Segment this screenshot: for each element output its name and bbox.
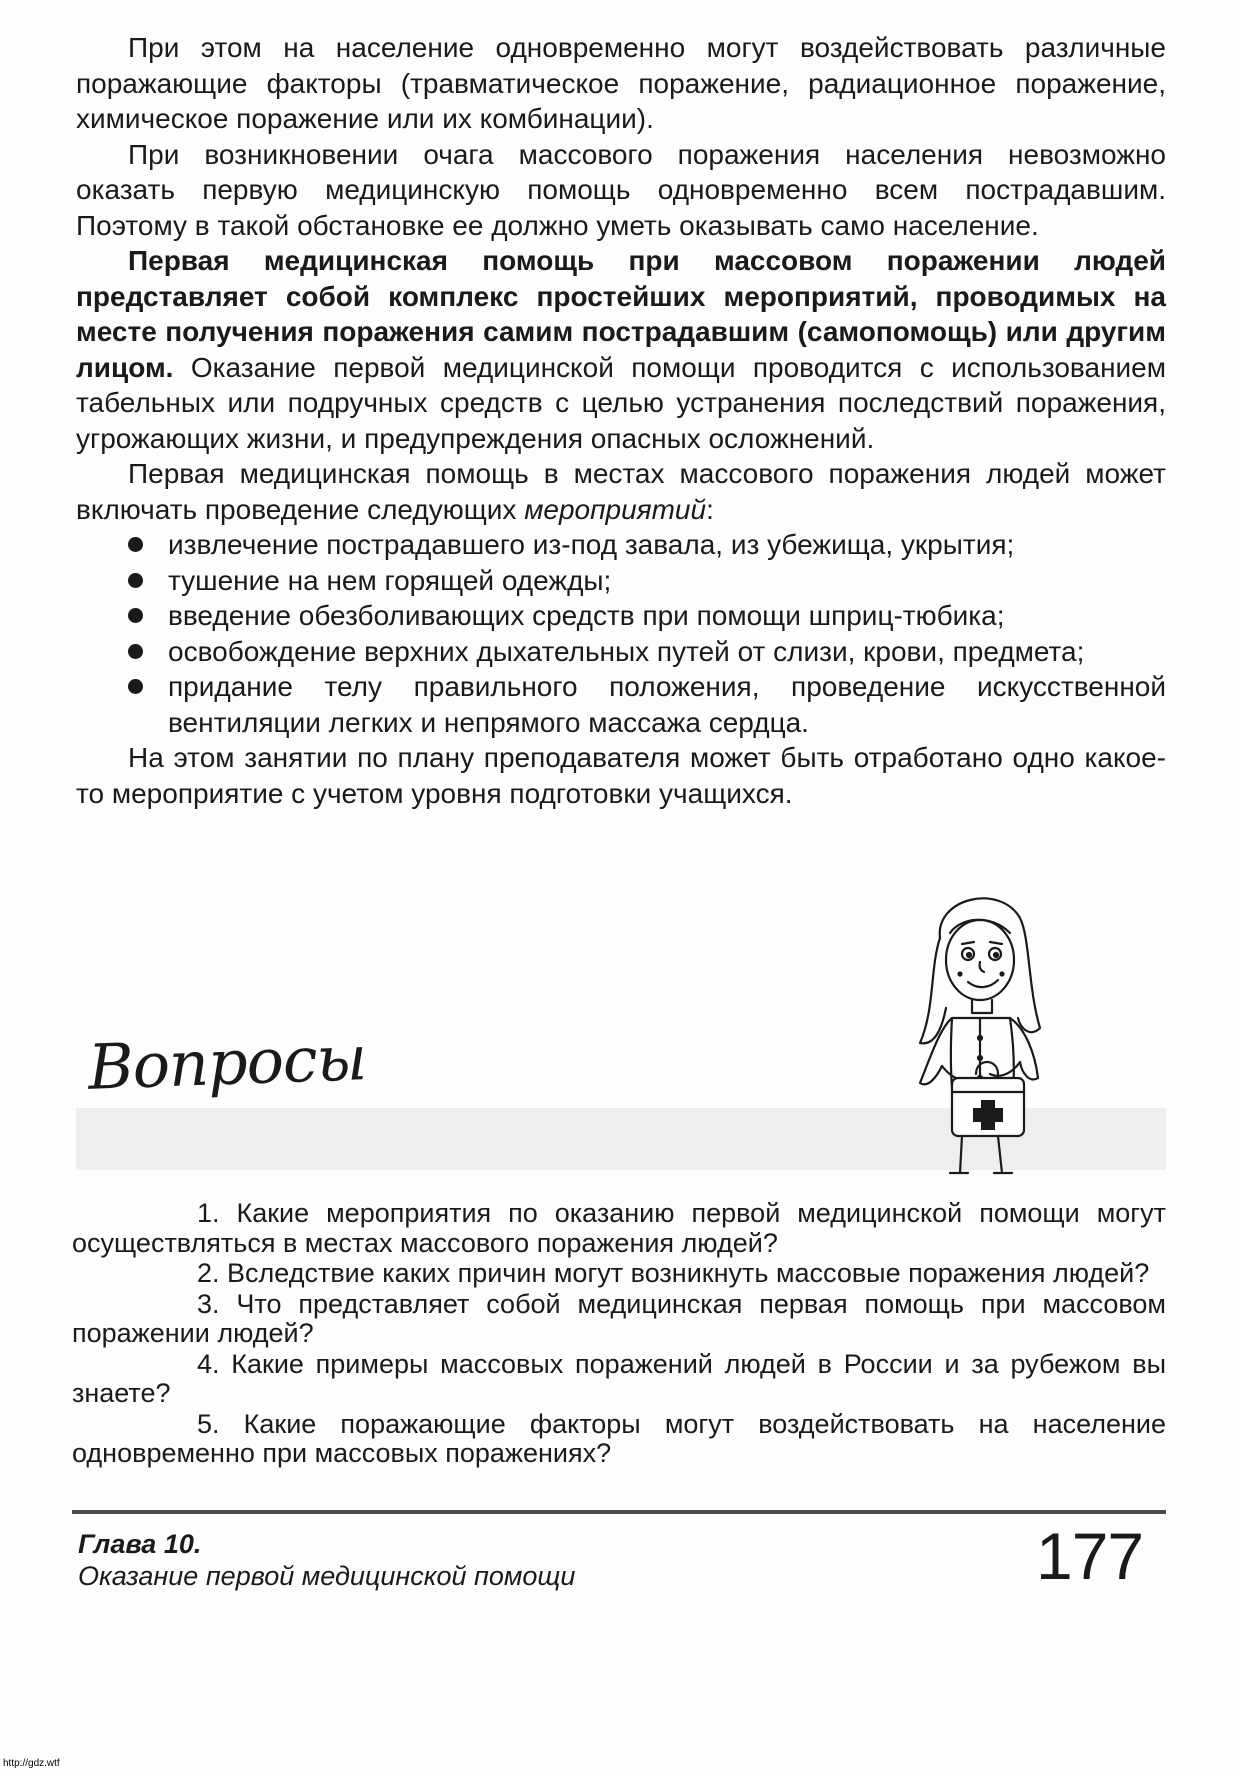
paragraph-4 [76,456,1166,527]
chapter-number: Глава 10. [78,1529,202,1559]
paragraph-1: При этом на население одновременно могут воздействовать различные поражающие факторы (травматическое поражение, радиационное поражение, химическое поражение или их комбинации). [76,32,1166,134]
paragraph-3-rest: Оказание первой медицинской помощи проводится с использованием табельных или подручных средств с целью устранения последствий поражения, угрожающих жизни, и предупреждения опасных осложнений. [76,351,1166,454]
question-item: 4. Какие примеры массовых поражений людей в России и за рубежом вы знаете? [72,1348,1166,1408]
list-item: извлечение пострадавшего из-под завала, из убежища, укрытия; [76,527,1166,563]
question-item: 2. Вследствие каких причин могут возникнуть массовые поражения людей? [197,1258,1150,1288]
question-item: 3. Что представляет собой медицинская первая помощь при массовом поражении людей? [72,1288,1166,1348]
source-watermark: http://gdz.wtf [0,1758,63,1769]
questions-list [72,1199,1166,1470]
list-item: тушение на нем горящей одежды; [76,563,1166,599]
question-item: 1. Какие мероприятия по оказанию первой медицинской помощи могут осуществляться в местах массового поражения людей? [72,1198,1166,1258]
paragraph-4-italic: мероприятий [524,493,707,525]
paragraph-4-start: Первая медицинская помощь в местах массового поражения людей может включать проведение следующих [76,458,1166,525]
measures-list [76,527,1166,740]
definition-bold: Первая медицинская помощь при массовом поражении людей представляет собой комплекс простейших мероприятий, проводимых на месте получения поражения самим пострадавшим (самопомощь) или другим лицом. [76,245,1166,383]
girl-with-first-aid-kit-illustration [880,878,1070,1178]
chapter-title: Оказание первой медицинской помощи [78,1561,576,1591]
list-item: придание телу правильного положения, проведение искусственной вентиляции легких и непрямого массажа сердца. [76,669,1166,740]
paragraph-2: При возникновении очага массового поражения населения невозможно оказать первую медицинскую помощь одновременно всем пострадавшим. Поэтому в такой обстановке ее должно уметь оказывать само население. [76,138,1166,241]
footer-divider [72,1510,1166,1514]
list-item: освобождение верхних дыхательных путей от слизи, крови, предмета; [76,634,1166,670]
question-item: 5. Какие поражающие факторы могут воздействовать на население одновременно при массовых поражениях? [72,1408,1166,1468]
paragraph-3 [76,243,1166,456]
main-text [76,30,1166,811]
chapter-footer [78,1528,575,1592]
paragraph-4-end: : [706,493,714,525]
list-item: введение обезболивающих средств при помощи шприц-тюбика; [76,598,1166,634]
paragraph-5: На этом занятии по плану преподавателя может быть отработано одно какое-то мероприятие с учетом уровня подготовки учащихся. [76,742,1166,809]
page-number: 177 [1036,1519,1144,1593]
questions-heading: Вопросы [86,1021,368,1104]
